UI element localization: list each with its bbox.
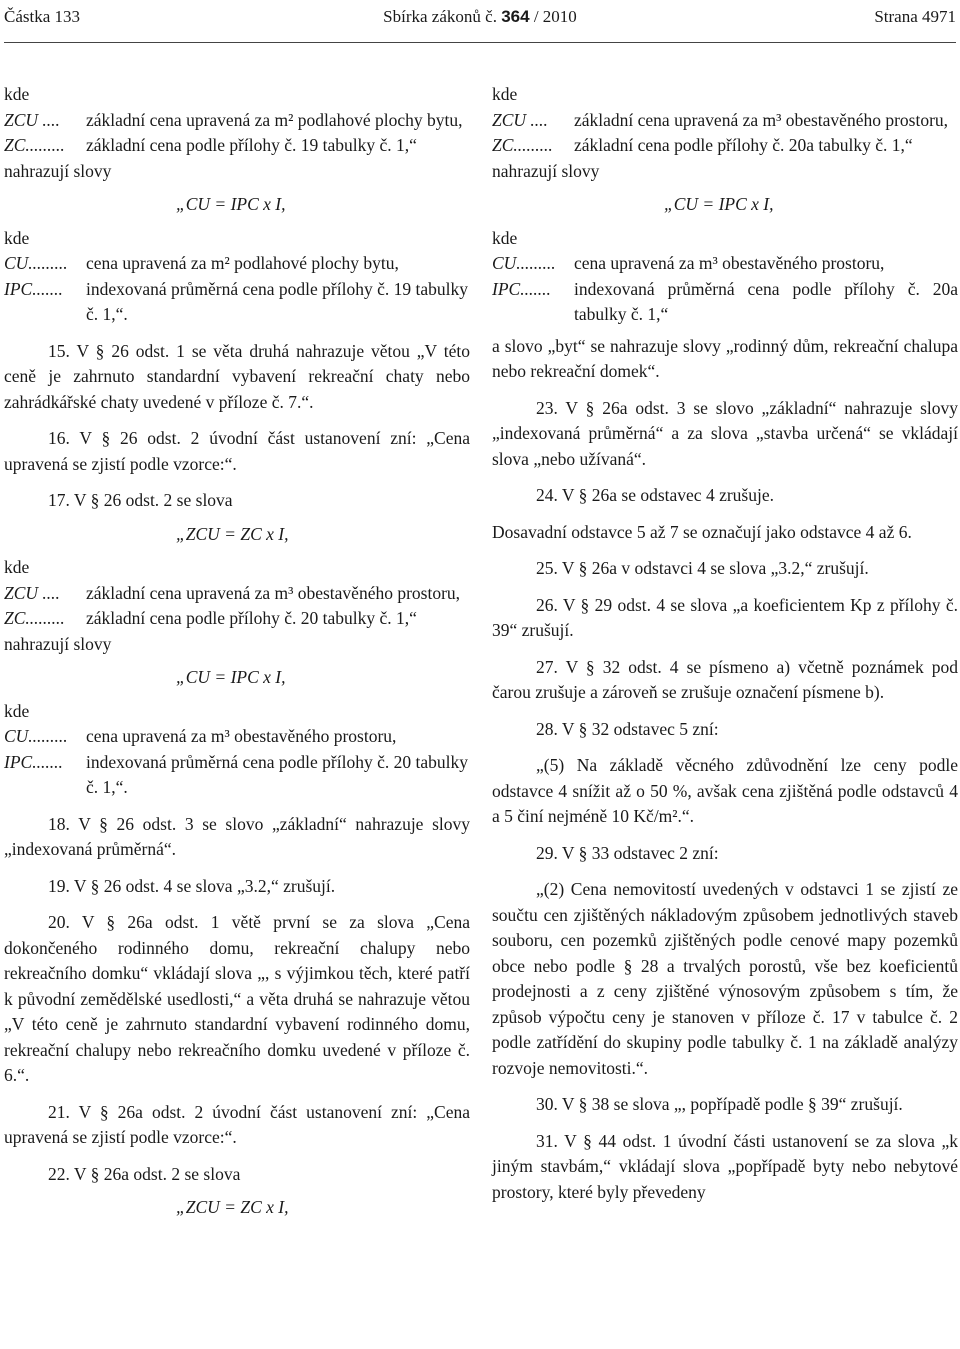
kde-label: kde xyxy=(492,84,518,104)
paragraph-17: 17. V § 26 odst. 2 se slova xyxy=(48,490,233,510)
definition-desc: indexovaná průměrná cena podle přílohy č. 20a tabulky č. 1,“ xyxy=(574,278,958,324)
definition xyxy=(4,581,470,607)
definition-desc: cena upravená za m² podlahové plochy bytu, xyxy=(86,253,399,273)
definition-desc: základní cena podle přílohy č. 19 tabulky č. 1,“ xyxy=(86,135,417,155)
definition xyxy=(4,108,470,134)
kde-label: kde xyxy=(492,227,518,248)
paragraph-20: 20. V § 26a odst. 1 větě první se za slova „Cena dokončeného rodinného domu, rekreační chalupy nebo rekreačního domku“ vkládají slova „, s výjimkou těch, které patří k původní zemědělské usedlosti,“ a věta druhá se nahrazuje větou „V této ceně je zahrnuto standardní vybavení rodinného domu, rekreační chalupy nebo rekreačního domku uvedené v příloze č. 6.“. xyxy=(4,912,470,1085)
definition xyxy=(4,606,470,632)
definition xyxy=(492,251,958,277)
paragraph-23: 23. V § 26a odst. 3 se slovo „základní“ nahrazuje slovy „indexovaná průměrná“ a za slova „stavba určená“ se vkládají slova „nebo užívaná“. xyxy=(492,397,958,469)
definition-term: ZC......... xyxy=(4,608,65,628)
definition xyxy=(4,750,470,801)
paragraph-29-quote: „(2) Cena nemovitostí uvedených v odstavci 1 se zjistí ze součtu cen zjištěných nákladovým způsobem jednotlivých staveb souboru, cen pozemků zjištěných podle cenové mapy pozemků obce nebo podle § 28 a trvalých porostů, vše bez koeficientů prodejnosti a z ceny zjištěné výnosovým způsobem s tím, že způsob výpočtu ceny je stanoven v příloze č. 17 v tabulce č. 2 podle zatřídění do skupiny podle tabulky č. 1 na základě analýzy rozvoje nemovitosti.“. xyxy=(492,879,958,1078)
definition-desc: základní cena upravená za m³ obestavěného prostoru, xyxy=(574,109,949,130)
paragraph-15: 15. V § 26 odst. 1 se věta druhá nahrazuje větou „V této ceně je zahrnuto standardní vybavení rekreační chaty nebo zahrádkářské chaty uvedené v příloze č. 7.“. xyxy=(4,340,470,412)
definition-term: IPC....... xyxy=(4,278,63,299)
definition-desc: indexovaná průměrná cena podle přílohy č. 19 tabulky č. 1,“. xyxy=(86,278,468,324)
definition xyxy=(4,133,470,159)
header-page: Strana 4971 xyxy=(874,7,956,26)
definition-term: ZCU .... xyxy=(492,109,548,130)
header-part: Částka 133 xyxy=(4,7,81,26)
header-year: / 2010 xyxy=(529,7,577,26)
definition-term: CU......... xyxy=(4,726,68,746)
definition-desc: základní cena podle přílohy č. 20 tabulky č. 1,“ xyxy=(86,608,417,628)
header-collection xyxy=(4,4,956,30)
paragraph-18: 18. V § 26 odst. 3 se slovo „základní“ nahrazuje slovy „indexovaná průměrná“. xyxy=(4,813,470,859)
paragraph-27: 27. V § 32 odst. 4 se písmeno a) včetně poznámek pod čarou zrušuje a zároveň se zrušuje označení písmene b). xyxy=(492,656,958,702)
paragraph-byt: a slovo „byt“ se nahrazuje slovy „rodinný dům, rekreační chalupa nebo rekreační domek“. xyxy=(492,335,958,381)
header-rule xyxy=(4,42,956,43)
formula: „ZCU = ZC x I, xyxy=(176,523,289,544)
paragraph-31: 31. V § 44 odst. 1 úvodní části ustanovení se za slova „k jiným stavbám,“ vkládají slova „popřípadě byty nebo nebytové prostory, které byly převedeny xyxy=(492,1130,958,1202)
definition-term: ZC......... xyxy=(4,135,65,155)
paragraph-26: 26. V § 29 odst. 4 se slova „a koeficientem Kp z přílohy č. 39“ zrušují. xyxy=(492,594,958,640)
paragraph-19: 19. V § 26 odst. 4 se slova „3.2,“ zrušují. xyxy=(48,875,336,896)
replace-label: nahrazují slovy xyxy=(492,160,600,181)
paragraph-30: 30. V § 38 se slova „, popřípadě podle § 39“ zrušují. xyxy=(536,1094,903,1114)
right-column xyxy=(492,82,958,1205)
kde-label: kde xyxy=(4,557,30,577)
left-column xyxy=(4,82,470,1229)
definition-term: IPC....... xyxy=(4,751,63,772)
definition xyxy=(492,133,958,159)
formula: „CU = IPC x I, xyxy=(176,667,286,687)
paragraph-16: 16. V § 26 odst. 2 úvodní část ustanovení zní: „Cena upravená se zjistí podle vzorce:“. xyxy=(4,428,470,474)
formula: „CU = IPC x I, xyxy=(176,194,286,214)
definition-desc: cena upravená za m³ obestavěného prostoru, xyxy=(574,253,885,273)
kde-label: kde xyxy=(4,227,30,248)
definition-term: ZCU .... xyxy=(4,582,60,603)
definition-term: ZCU .... xyxy=(4,109,60,130)
definition xyxy=(492,277,958,328)
formula: „ZCU = ZC x I, xyxy=(176,1197,289,1217)
definition-term: CU......... xyxy=(4,253,68,273)
paragraph-24: 24. V § 26a se odstavec 4 zrušuje. xyxy=(536,485,774,505)
definition-desc: základní cena podle přílohy č. 20a tabulky č. 1,“ xyxy=(574,135,913,155)
paragraph-29: 29. V § 33 odstavec 2 zní: xyxy=(536,842,719,863)
replace-label: nahrazují slovy xyxy=(4,633,112,654)
definition xyxy=(4,724,470,750)
paragraph-22: 22. V § 26a odst. 2 se slova xyxy=(48,1163,241,1184)
paragraph-21: 21. V § 26a odst. 2 úvodní část ustanovení zní: „Cena upravená se zjistí podle vzorce:“. xyxy=(4,1101,470,1147)
kde-label: kde xyxy=(4,84,30,104)
definition-term: IPC....... xyxy=(492,278,551,299)
header-number: 364 xyxy=(501,7,530,26)
definition xyxy=(4,251,470,277)
paragraph-28-quote: „(5) Na základě věcného zdůvodnění lze ceny podle odstavce 4 snížit až o 50 %, avšak cena zjištěná podle odstavců 4 a 5 činí nejméně 10 Kč/m².“. xyxy=(492,755,958,826)
paragraph-25: 25. V § 26a v odstavci 4 se slova „3.2,“ zrušují. xyxy=(536,558,869,578)
definition xyxy=(4,277,470,328)
paragraph-28: 28. V § 32 odstavec 5 zní: xyxy=(536,718,719,739)
definition xyxy=(492,108,958,134)
definition-term: ZC......... xyxy=(492,135,553,155)
page-header xyxy=(4,4,956,26)
header-collection-text: Sbírka zákonů č. xyxy=(383,7,502,26)
replace-label: nahrazují slovy xyxy=(4,160,112,181)
definition-desc: základní cena upravená za m³ obestavěného prostoru, xyxy=(86,582,461,603)
formula: „CU = IPC x I, xyxy=(664,194,774,214)
kde-label: kde xyxy=(4,700,30,721)
definition-desc: cena upravená za m³ obestavěného prostoru, xyxy=(86,726,397,746)
definition-desc: základní cena upravená za m² podlahové plochy bytu, xyxy=(86,109,463,130)
paragraph-renumber: Dosavadní odstavce 5 až 7 se označují jako odstavce 4 až 6. xyxy=(492,521,912,542)
definition-term: CU......... xyxy=(492,253,556,273)
definition-desc: indexovaná průměrná cena podle přílohy č. 20 tabulky č. 1,“. xyxy=(86,751,468,797)
